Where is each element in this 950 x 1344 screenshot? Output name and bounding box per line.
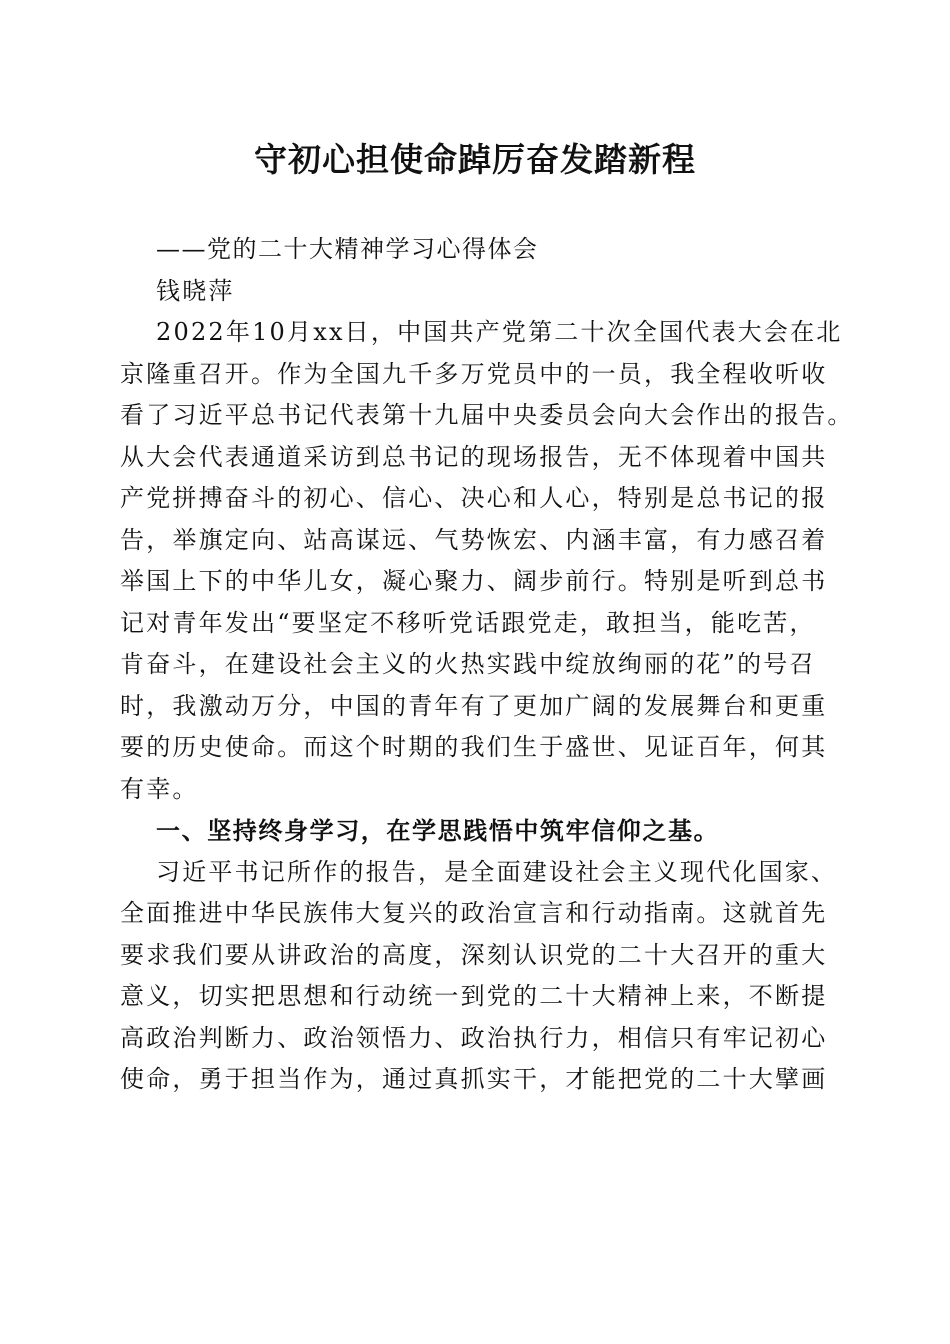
paragraph-line: 产党拼搏奋斗的初心、信心、决心和人心，特别是总书记的报 [120,484,828,512]
paragraph-line: 记对青年发出“要坚定不移听党话跟党走，敢担当，能吃苦， [120,608,816,637]
paragraph-line: 使命，勇于担当作为，通过真抓实干，才能把党的二十大擘画 [120,1065,828,1093]
paragraph-line: 告，举旗定向、站高谋远、气势恢宏、内涵丰富，有力感召着 [120,525,828,554]
paragraph-line: 2022年10月xx日，中国共产党第二十次全国代表大会在北 [156,318,843,346]
paragraph-line: 要的历史使命。而这个时期的我们生于盛世、见证百年，何其 [120,733,828,761]
paragraph-line: 习近平书记所作的报告，是全面建设社会主义现代化国家、 [156,857,838,886]
document-subtitle: ——党的二十大精神学习心得体会 [156,235,539,263]
paragraph-1 [120,312,854,810]
document-title: 守初心担使命踔厉奋发踏新程 [254,140,696,179]
paragraph-line: 有幸。 [120,774,199,803]
paragraph-line: 意义，切实把思想和行动统一到党的二十大精神上来，不断提 [120,982,828,1010]
paragraph-line: 肯奋斗，在建设社会主义的火热实践中绽放绚丽的花”的号召 [120,650,816,678]
document-body [120,229,854,1101]
paragraph-line: 高政治判断力、政治领悟力、政治执行力，相信只有牢记初心 [120,1023,828,1052]
paragraph-line: 时，我激动万分，中国的青年有了更加广阔的发展舞台和更重 [120,691,828,720]
paragraph-2 [120,852,838,1101]
paragraph-line: 举国上下的中华儿女，凝心聚力、阔步前行。特别是听到总书 [120,567,828,595]
paragraph-line: 从大会代表通道采访到总书记的现场报告，无不体现着中国共 [120,442,828,471]
paragraph-line: 全面推进中华民族伟大复兴的政治宣言和行动指南。这就首先 [120,899,828,927]
document-author: 钱晓萍 [156,276,235,305]
paragraph-line: 要求我们要从讲政治的高度，深刻认识党的二十大召开的重大 [120,940,828,969]
section-heading: 一、坚持终身学习，在学思践悟中筑牢信仰之基。 [156,816,720,845]
paragraph-line: 看了习近平总书记代表第十九届中央委员会向大会作出的报告。 [120,401,854,429]
paragraph-line: 京隆重召开。作为全国九千多万党员中的一员，我全程收听收 [120,359,828,388]
